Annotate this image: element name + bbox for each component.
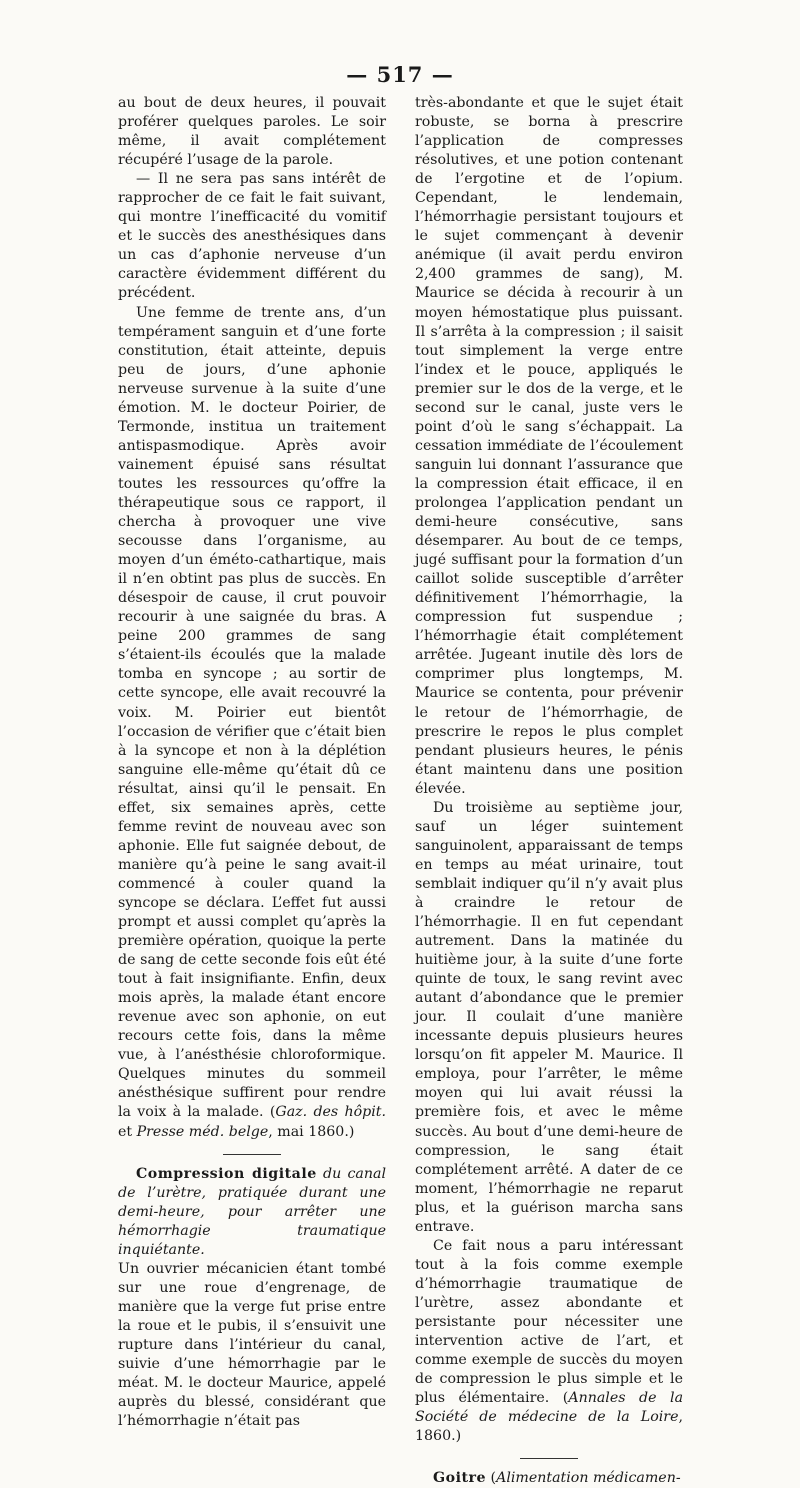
left-column (118, 94, 386, 1431)
right-reference-open: ( (549, 1390, 569, 1407)
next-section-subtitle: Alimentation médicamen- (496, 1470, 681, 1487)
section-title: Compression digitale (136, 1165, 317, 1182)
section-divider-right (520, 1458, 578, 1459)
next-section-title: Goitre (433, 1470, 487, 1487)
next-section-paren: ( (486, 1470, 497, 1487)
right-paragraph-2: Du troisième au septième jour, sauf un léger suintement sanguinolent, apparaissant de temps en temps au méat urinaire, tout semblait indiquer qu’il n’y avait plus à craindre le retour de l’hémorrhagie. Il en fut cependant autrement. Dans la matinée du huitième jour, à la suite d’une forte quinte de toux, le sang revint avec autant d’abondance que le premier jour. Il coulait d’une manière incessante depuis plusieurs heures lorsqu’on fit appeler M. Maurice. Il employa, pour l’arrêter, le même moyen qui lui avait réussi la première fois, et avec le même succès. Au bout d’une demi-heure de compression, le sang était complétement arrêté. A dater de ce moment, l’hémorrhagie ne reparut plus, et la guérison marcha sans entrave. (415, 799, 683, 1235)
left-paragraph-3 (118, 304, 386, 1142)
right-paragraph-1: très-abondante et que le sujet était robuste, se borna à prescrire l’application de compresses résolutives, et une potion contenant de l’ergotine et de l’opium. Cependant, le lendemain, l’hémorrhagie persistant toujours et le sujet commençant à devenir anémique (il avait perdu environ 2,400 grammes de sang), M. Maurice se décida à recourir à un moyen hémostatique plus puissant. Il s’arrêta à la compression ; il saisit tout simplement la verge entre l’index et le pouce, appliqués le premier sur le dos de la verge, et le second sur le canal, juste vers le point d’où le sang s’échappait. La cessation immédiate de l’écoulement sanguin lui donnant l’assurance que la compression était efficace, il en prolongea l’application pendant un demi-heure consécutive, sans désemparer. Au bout de ce temps, jugé suffisant pour la formation d’un caillot solide susceptible d’arrêter définitivement l’hémorrhagie, la compression fut suspendue ; l’hémorrhagie était complétement arrêtée. Jugeant inutile dès lors de comprimer plus longtemps, M. Maurice se contenta, pour prévenir le retour de l’hémorrhagie, de prescrire le repos le plus complet pendant plusieurs heures, le pénis étant maintenu dans une position élevée. (415, 95, 683, 797)
left-paragraph-2: — Il ne sera pas sans intérêt de rapprocher de ce fait le fait suivant, qui montre l’inefficacité du vomitif et le succès des anesthésiques dans un cas d’aphonie nerveuse d’un caractère évidemment différent du précédent. (118, 171, 386, 302)
right-paragraph-3 (415, 1237, 683, 1447)
right-reference-date: , 1860.) (415, 1409, 683, 1445)
left-paragraph-3-text: Une femme de trente ans, d’un tempérament sanguin et d’une forte constitution, était atteinte, depuis peu de jours, d’une aphonie nerveuse survenue à la suite d’une émotion. M. le docteur Poirier, de Termonde, institua un traitement antispasmodique. Après avoir vainement épuisé sans résultat toutes les ressources qu’offre la thérapeutique sous ce rapport, il chercha à provoquer une vive secousse dans l’organisme, au moyen d’un éméto-cathartique, mais il n’en obtint pas plus de succès. En désespoir de cause, il crut pouvoir recourir à une saignée du bras. A peine 200 grammes de sang s’étaient-ils écoulés que la malade tomba en syncope ; au sortir de cette syncope, elle avait recouvré la voix. M. Poirier eut bientôt l’occasion de vérifier que c’était bien à la syncope et non à la déplétion sanguine elle-même qu’était dû ce résultat, ainsi qu’il le pensait. En effet, six semaines après, cette femme revint de nouveau avec son aphonie. Elle fut saignée debout, de manière qu’à peine le sang avait-il commencé à couler quand la syncope se déclara. L’effet fut aussi prompt et aussi complet qu’après la première opération, quoique la perte de sang de cette seconde fois eût été tout à fait insignifiante. Enfin, deux mois après, la malade étant encore revenue avec son aphonie, on eut recours cette fois, dans la même vue, à l’anésthésie chloroformique. Quelques minutes du sommeil anésthésique suffirent pour rendre la voix à la malade. (118, 304, 386, 1121)
next-section-heading (415, 1469, 683, 1488)
reference-journal-1: Gaz. des hôpit. (275, 1104, 386, 1121)
section-heading (118, 1165, 386, 1260)
reference-journal-2: Presse méd. belge (136, 1123, 269, 1140)
reference-et: et (118, 1123, 137, 1140)
section-divider (223, 1154, 281, 1155)
page-number: — 517 — (346, 62, 454, 87)
left-paragraph-4: Un ouvrier mécanicien étant tombé sur une roue d’engrenage, de manière que la verge fut prise entre la roue et le pubis, il s’ensuivit une rupture dans l’intérieur du canal, suivie d’une hémorrhagie par le méat. M. le docteur Maurice, appelé auprès du blessé, considérant que l’hémorrhagie n’était pas (118, 1260, 386, 1430)
left-paragraph-1: au bout de deux heures, il pouvait proférer quelques paroles. Le soir même, il avait complétement récupéré l’usage de la parole. (118, 95, 386, 169)
right-column (415, 94, 683, 1488)
reference-date: , mai 1860.) (268, 1123, 355, 1140)
reference-open: ( (269, 1104, 276, 1121)
right-reference-journal: Annales de la Société de médecine de la Loire (415, 1390, 684, 1426)
right-paragraph-3-text: Ce fait nous a paru intéressant tout à la fois comme exemple d’hémorrhagie traumatique de l’urètre, assez abondante et persistante pour nécessiter une intervention active de l’art, et comme exemple de succès du moyen de compression le plus simple et le plus élémentaire. (415, 1237, 683, 1407)
section-subtitle: du canal de l’urètre, pratiquée durant une demi-heure, pour arrêter une hémorrhagie traumatique inquiétante. (118, 1165, 386, 1258)
